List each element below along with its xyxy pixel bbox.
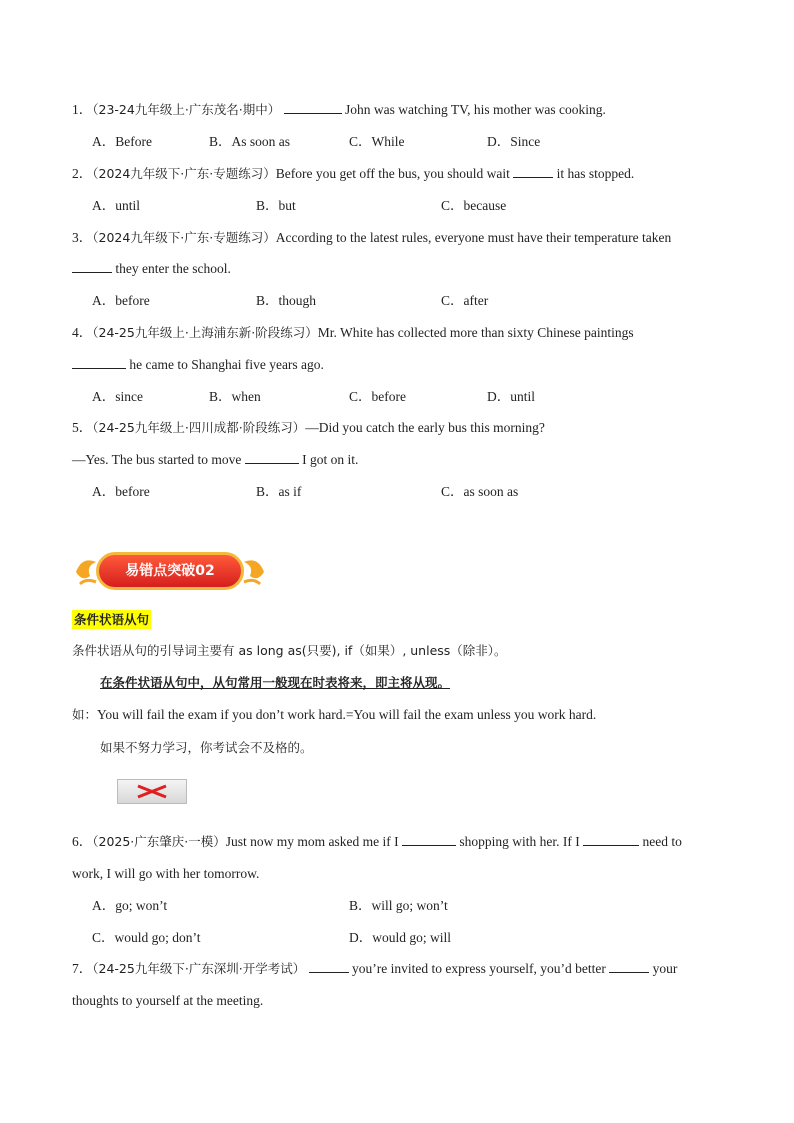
answer-blank[interactable] xyxy=(72,260,112,273)
question-number: 6． xyxy=(72,834,93,849)
banner-title: 易错点突破02 xyxy=(125,563,215,579)
question-source: （24-25九年级下·广东深圳·开学考试） xyxy=(92,961,306,976)
answer-blank[interactable] xyxy=(513,165,553,178)
answer-blank[interactable] xyxy=(583,833,639,846)
question-4 xyxy=(72,324,634,342)
question-3 xyxy=(72,229,671,247)
question-source: （2024九年级下·广东·专题练习） xyxy=(92,166,276,181)
question-source: （24-25九年级上·上海浦东新·阶段练习） xyxy=(92,325,318,340)
question-text: your xyxy=(652,961,678,976)
option-b[interactable]: B．will go; won’t xyxy=(349,898,448,913)
option-a[interactable]: A．before xyxy=(92,484,150,499)
option-a[interactable]: A．go; won’t xyxy=(92,898,168,913)
option-a[interactable]: A．before xyxy=(92,293,150,308)
question-text: Just now my mom asked me if I xyxy=(225,834,399,849)
question-number: 7． xyxy=(72,961,93,976)
question-5-cont xyxy=(72,451,358,469)
answer-blank[interactable] xyxy=(284,101,342,114)
question-text: Mr. White has collected more than sixty Chinese paintings xyxy=(317,325,634,340)
option-b[interactable]: B．when xyxy=(209,389,261,404)
option-b[interactable]: B．but xyxy=(256,198,296,213)
option-b[interactable]: B．as if xyxy=(256,484,302,499)
question-text: it has stopped. xyxy=(556,166,635,181)
question-text: —Yes. The bus started to move xyxy=(72,452,242,467)
question-number: 1． xyxy=(72,102,93,117)
option-c[interactable]: C．because xyxy=(441,198,507,213)
section-tag: 条件状语从句 xyxy=(74,612,150,627)
question-text: According to the latest rules, everyone must have their temperature taken xyxy=(275,230,672,245)
option-a[interactable]: A．until xyxy=(92,198,141,213)
question-number: 3． xyxy=(72,230,93,245)
question-3-cont xyxy=(72,260,231,278)
question-7-cont: thoughts to yourself at the meeting. xyxy=(72,993,264,1008)
section-banner xyxy=(72,548,268,596)
question-source: （24-25九年级上·四川成都·阶段练习） xyxy=(92,420,306,435)
question-6 xyxy=(72,833,682,851)
question-text: —Did you catch the early bus this morning? xyxy=(305,420,545,435)
option-d[interactable]: D．Since xyxy=(487,134,541,149)
question-text: I got on it. xyxy=(302,452,359,467)
answer-blank[interactable] xyxy=(309,960,349,973)
question-6-cont: work, I will go with her tomorrow. xyxy=(72,866,260,881)
answer-blank[interactable] xyxy=(245,451,299,464)
option-c[interactable]: C．would go; don’t xyxy=(92,930,201,945)
question-7 xyxy=(72,960,677,978)
question-text: need to xyxy=(642,834,682,849)
question-text: shopping with her. If I xyxy=(459,834,580,849)
answer-blank[interactable] xyxy=(609,960,649,973)
example-translation: 如果不努力学习，你考试会不及格的。 xyxy=(100,740,313,755)
option-a[interactable]: A．Before xyxy=(92,134,152,149)
example-line xyxy=(72,706,596,724)
example-text: You will fail the exam if you don’t work hard.=You will fail the exam unless you work hard. xyxy=(97,707,597,722)
question-number: 4． xyxy=(72,325,93,340)
question-4-cont xyxy=(72,356,324,374)
question-number: 2． xyxy=(72,166,93,181)
question-2 xyxy=(72,165,634,183)
option-b[interactable]: B．As soon as xyxy=(209,134,291,149)
section-intro: 条件状语从句的引导词主要有 as long as(只要), if（如果）, unless（除非）。 xyxy=(72,643,507,658)
question-text: John was watching TV, his mother was cooking. xyxy=(345,102,606,117)
option-c[interactable]: C．after xyxy=(441,293,489,308)
option-c[interactable]: C．While xyxy=(349,134,405,149)
option-d[interactable]: D．would go; will xyxy=(349,930,452,945)
question-text: you’re invited to express yourself, you’d better xyxy=(352,961,606,976)
section-rule: 在条件状语从句中，从句常用一般现在时表将来，即主将从现。 xyxy=(100,675,451,690)
option-c[interactable]: C．before xyxy=(349,389,406,404)
broken-image-icon xyxy=(117,779,187,804)
question-source: （23-24九年级上·广东茂名·期中） xyxy=(92,102,281,117)
option-c[interactable]: C．as soon as xyxy=(441,484,519,499)
question-source: （2025·广东肇庆·一模） xyxy=(92,834,226,849)
answer-blank[interactable] xyxy=(72,356,126,369)
question-5 xyxy=(72,419,545,437)
option-a[interactable]: A．since xyxy=(92,389,143,404)
question-text: Before you get off the bus, you should wait xyxy=(275,166,510,181)
option-d[interactable]: D．until xyxy=(487,389,536,404)
question-number: 5． xyxy=(72,420,93,435)
option-b[interactable]: B．though xyxy=(256,293,317,308)
question-source: （2024九年级下·广东·专题练习） xyxy=(92,230,276,245)
question-text: he came to Shanghai five years ago. xyxy=(129,357,324,372)
example-label: 如： xyxy=(72,707,98,722)
answer-blank[interactable] xyxy=(402,833,456,846)
question-1 xyxy=(72,101,606,119)
question-text: they enter the school. xyxy=(115,261,231,276)
